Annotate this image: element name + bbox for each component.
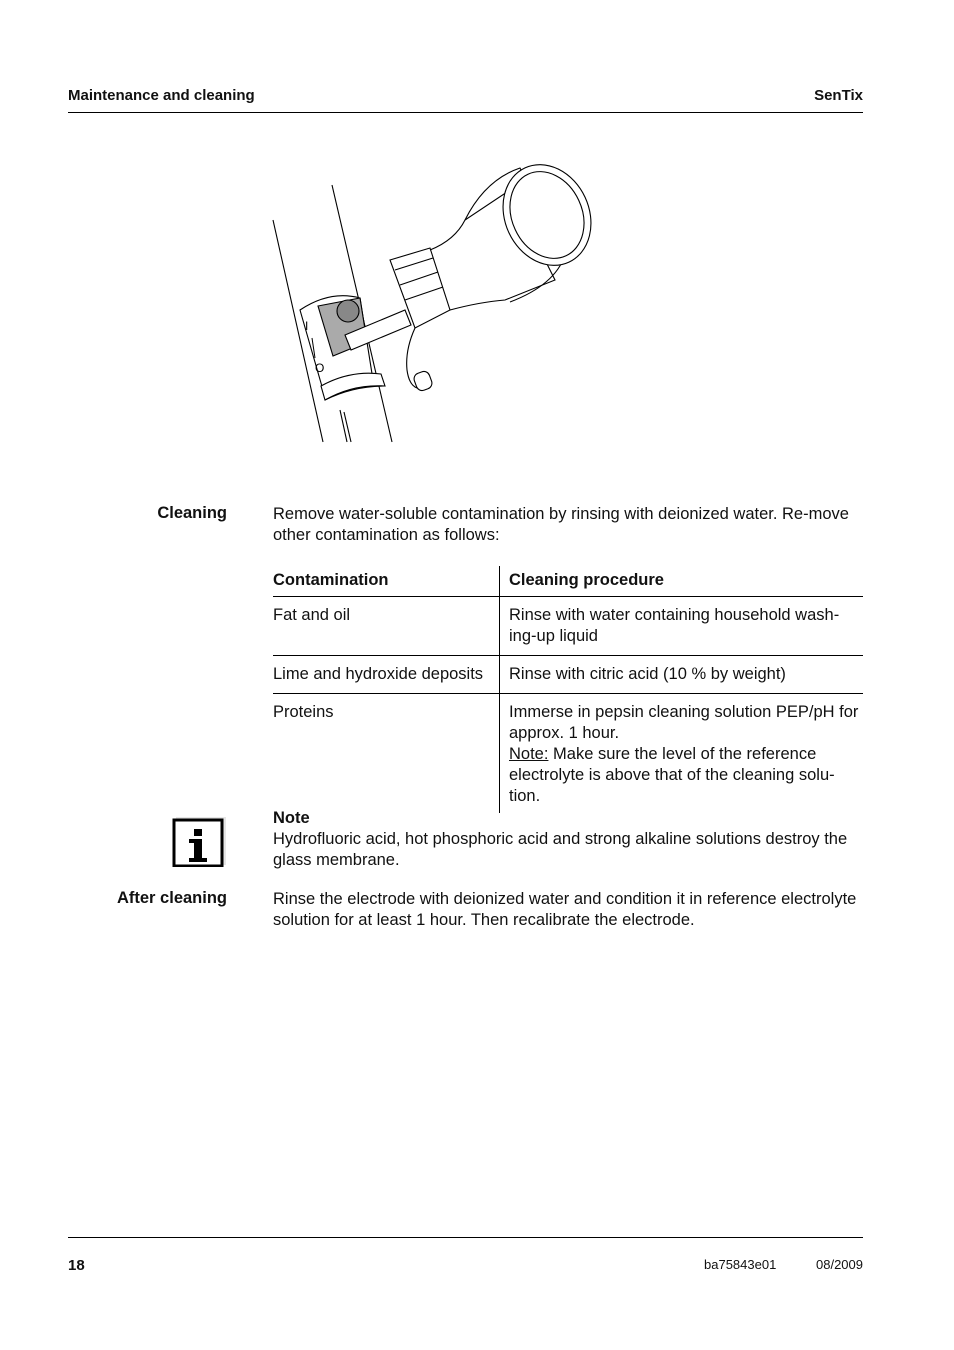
table-row [273, 597, 863, 656]
document-date: 08/2009 [816, 1257, 863, 1272]
header-section-title: Maintenance and cleaning [68, 87, 255, 104]
table-header-row [273, 566, 863, 597]
table-row [273, 656, 863, 694]
contamination-cell: Fat and oil [273, 597, 500, 656]
scale-mark-zero: O [315, 361, 325, 375]
table-row [273, 694, 863, 814]
footer-divider [68, 1237, 863, 1238]
note-title: Note [273, 809, 310, 827]
cleaning-intro: Remove water-soluble contamination by rinsing with deionized water. Re-move other contamination as follows: [273, 505, 849, 544]
column-header-contamination: Contamination [273, 566, 500, 597]
procedure-cell [500, 694, 864, 814]
contamination-cell: Proteins [273, 703, 334, 721]
column-header-procedure: Cleaning procedure [500, 566, 864, 597]
header-divider [68, 112, 863, 113]
procedure-note-label: Note: [509, 745, 549, 763]
procedure-cell: Rinse with water containing household wash-ing-up liquid [500, 597, 864, 656]
after-cleaning-text: Rinse the electrode with deionized water and condition it in reference electrolyte solution for at least 1 hour. Then recalibrate the electrode. [273, 890, 857, 929]
info-icon [172, 815, 228, 867]
after-cleaning-label: After cleaning [116, 889, 227, 907]
scale-mark-one: I [305, 319, 309, 333]
cleaning-label: Cleaning [157, 504, 227, 522]
contamination-table [273, 566, 863, 813]
header-product-name: SenTix [814, 87, 863, 104]
procedure-text: Immerse in pepsin cleaning solution PEP/pH for approx. 1 hour. [509, 703, 859, 742]
note-text: Hydrofluoric acid, hot phosphoric acid and strong alkaline solutions destroy the glass membrane. [273, 830, 848, 869]
page-number: 18 [68, 1257, 85, 1274]
contamination-cell: Lime and hydroxide deposits [273, 656, 500, 694]
electrode-cleaning-illustration [255, 160, 615, 450]
procedure-cell: Rinse with citric acid (10 % by weight) [500, 656, 864, 694]
document-id: ba75843e01 [704, 1257, 777, 1272]
procedure-note-text: Make sure the level of the reference electrolyte is above that of the cleaning solu-tion. [509, 745, 835, 805]
